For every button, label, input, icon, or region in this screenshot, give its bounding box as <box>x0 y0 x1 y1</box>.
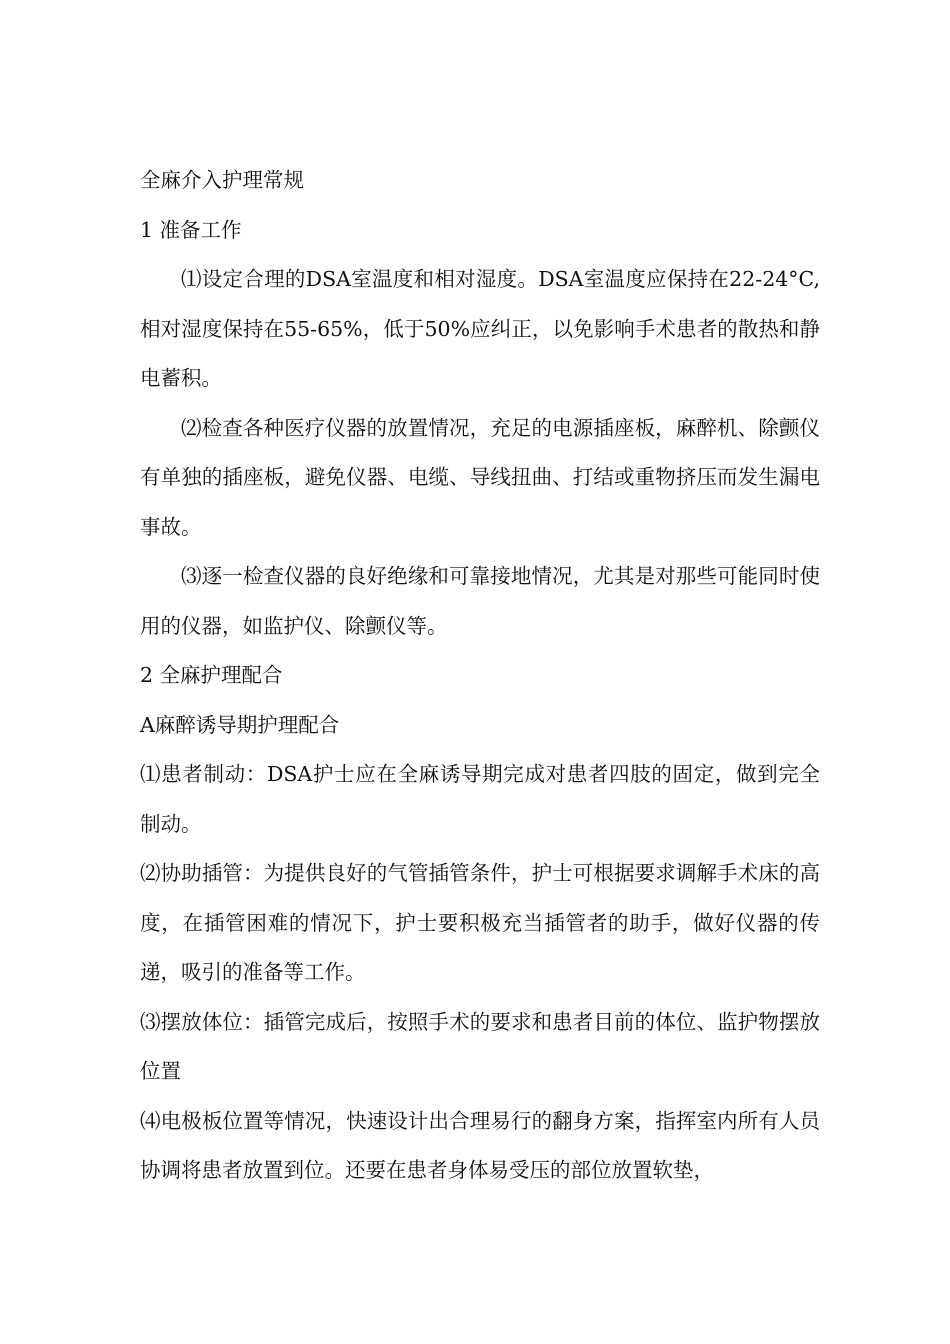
paragraph-insulation-check: ⑶逐一检查仪器的良好绝缘和可靠接地情况，尤其是对那些可能同时使用的仪器，如监护仪、除颤仪等。 <box>140 564 820 638</box>
section-heading-anesthesia-cooperation: 2 全麻护理配合 <box>140 663 283 687</box>
paragraph-intubation-assist: ⑵协助插管：为提供良好的气管插管条件，护士可根据要求调解手术床的高度，在插管困难的情况下，护士要积极充当插管者的助手，做好仪器的传递，吸引的准备等工作。 <box>140 861 820 984</box>
paragraph-positioning: ⑶摆放体位：插管完成后，按照手术的要求和患者目前的体位、监护物摆放位置 <box>140 1009 820 1083</box>
paragraph-electrode-plate: ⑷电极板位置等情况，快速设计出合理易行的翻身方案，指挥室内所有人员协调将患者放置到位。还要在患者身体易受压的部位放置软垫， <box>140 1108 820 1182</box>
document-body <box>140 156 820 1196</box>
paragraph-patient-restraint: ⑴患者制动：DSA护士应在全麻诱导期完成对患者四肢的固定，做到完全制动。 <box>140 762 820 836</box>
subsection-heading-induction: A麻醉诱导期护理配合 <box>140 712 340 737</box>
paragraph-instrument-placement: ⑵检查各种医疗仪器的放置情况，充足的电源插座板，麻醉机、除颤仪有单独的插座板，避免仪器、电缆、导线扭曲、打结或重物挤压而发生漏电事故。 <box>140 415 820 539</box>
paragraph-room-temperature: ⑴设定合理的DSA室温度和相对湿度。DSA室温度应保持在22-24°C,相对湿度保持在55-65%，低于50%应纠正，以免影响手术患者的散热和静电蓄积。 <box>140 267 820 390</box>
document-title: 全麻介入护理常规 <box>140 168 304 192</box>
section-heading-preparation: 1 准备工作 <box>140 217 242 242</box>
